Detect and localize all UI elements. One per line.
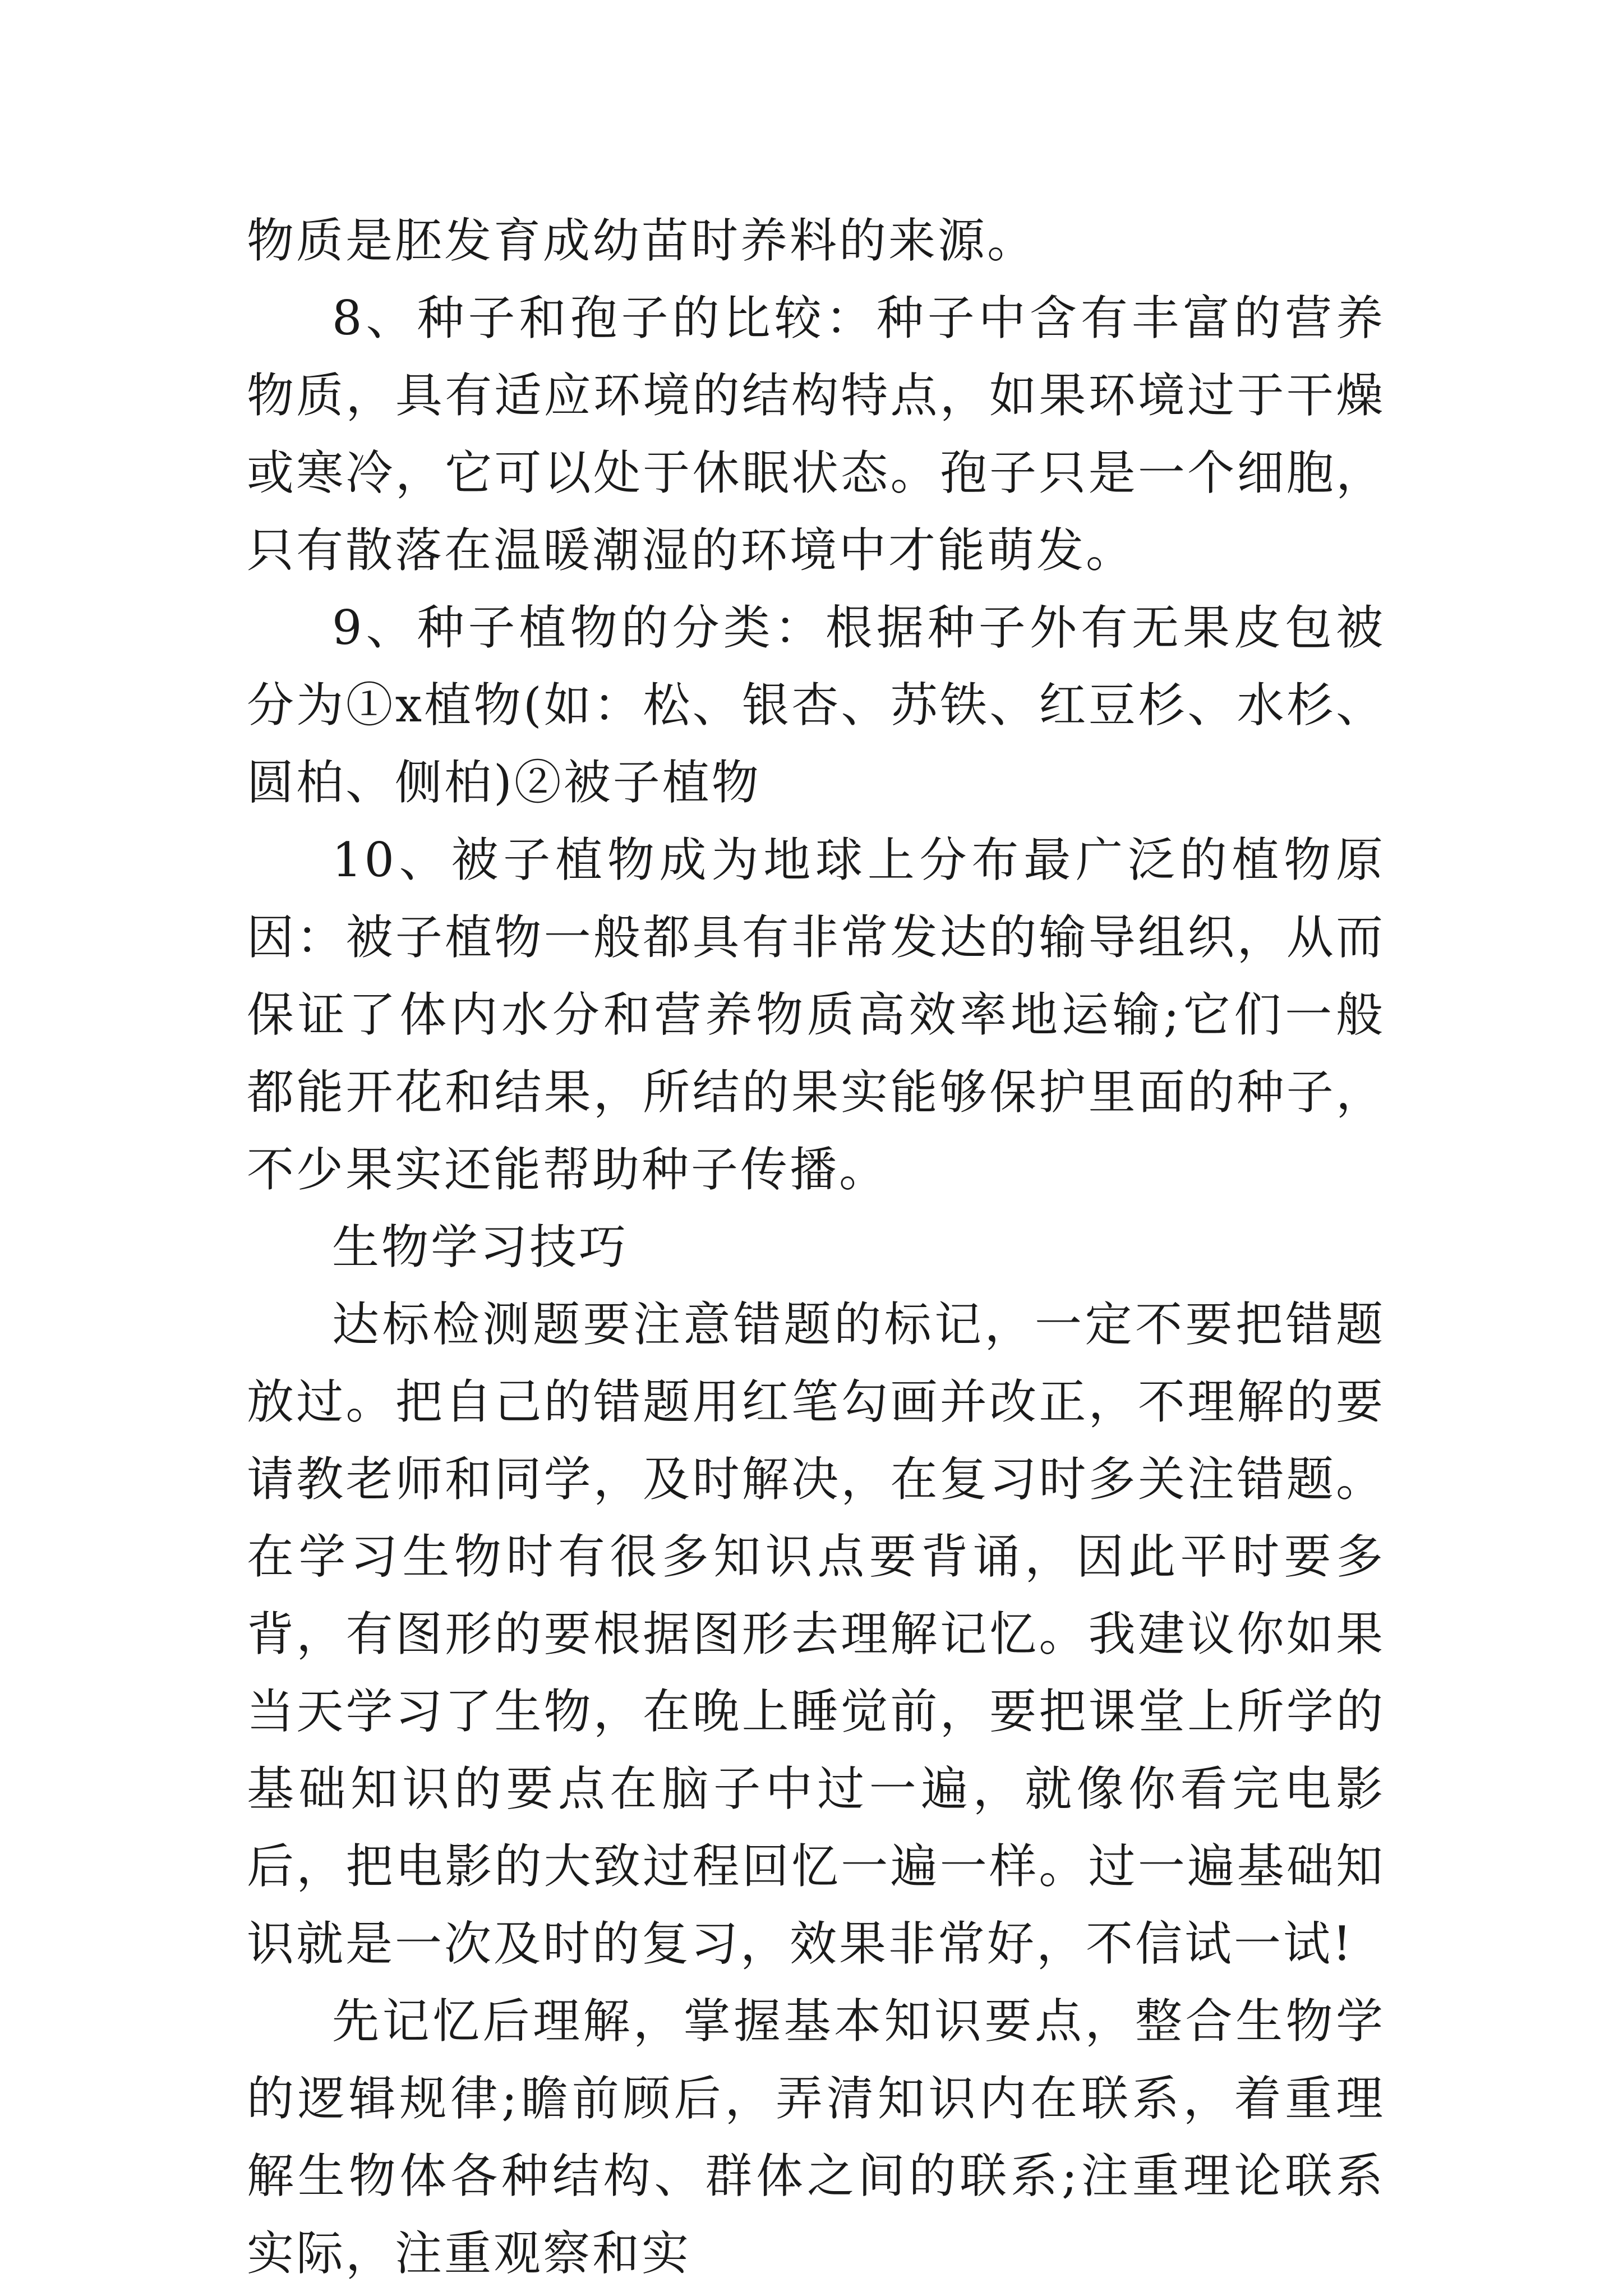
paragraph-angiosperm-distribution: 10、被子植物成为地球上分布最广泛的植物原因：被子植物一般都具有非常发达的输导组织，从而保证了体内水分和营养物质高效率地运输;它们一般都能开花和结果，所结的果实能够保护里面的种子，不少果实还能帮助种子传播。 — [247, 832, 1385, 1197]
document-body — [247, 202, 1385, 2292]
paragraph-memorize-then-understand: 先记忆后理解，掌握基本知识要点，整合生物学的逻辑规律;瞻前顾后，弄清知识内在联系，着重理解生物体各种结构、群体之间的联系;注重理论联系实际，注重观察和实 — [247, 1994, 1385, 2281]
paragraph-seed-spore-comparison: 8、种子和孢子的比较：种子中含有丰富的营养物质，具有适应环境的结构特点，如果环境过于干燥或寒冷，它可以处于休眠状态。孢子只是一个细胞，只有散落在温暖潮湿的环境中才能萌发。 — [247, 291, 1385, 578]
paragraph-error-review-tips: 达标检测题要注意错题的标记，一定不要把错题放过。把自己的错题用红笔勾画并改正，不理解的要请教老师和同学，及时解决，在复习时多关注错题。在学习生物时有很多知识点要背诵，因此平时要多背，有图形的要根据图形去理解记忆。我建议你如果当天学习了生物，在晚上睡觉前，要把课堂上所学的基础知识的要点在脑子中过一遍，就像你看完电影后，把电影的大致过程回忆一遍一样。过一遍基础知识就是一次及时的复习，效果非常好，不信试一试! — [247, 1297, 1385, 1971]
paragraph-seed-plant-classification: 9、种子植物的分类：根据种子外有无果皮包被分为①x植物(如：松、银杏、苏铁、红豆杉、水杉、圆柏、侧柏)②被子植物 — [247, 600, 1385, 810]
paragraph-continuation: 物质是胚发育成幼苗时养料的来源。 — [247, 213, 1037, 268]
section-heading-biology-tips: 生物学习技巧 — [332, 1220, 629, 1274]
